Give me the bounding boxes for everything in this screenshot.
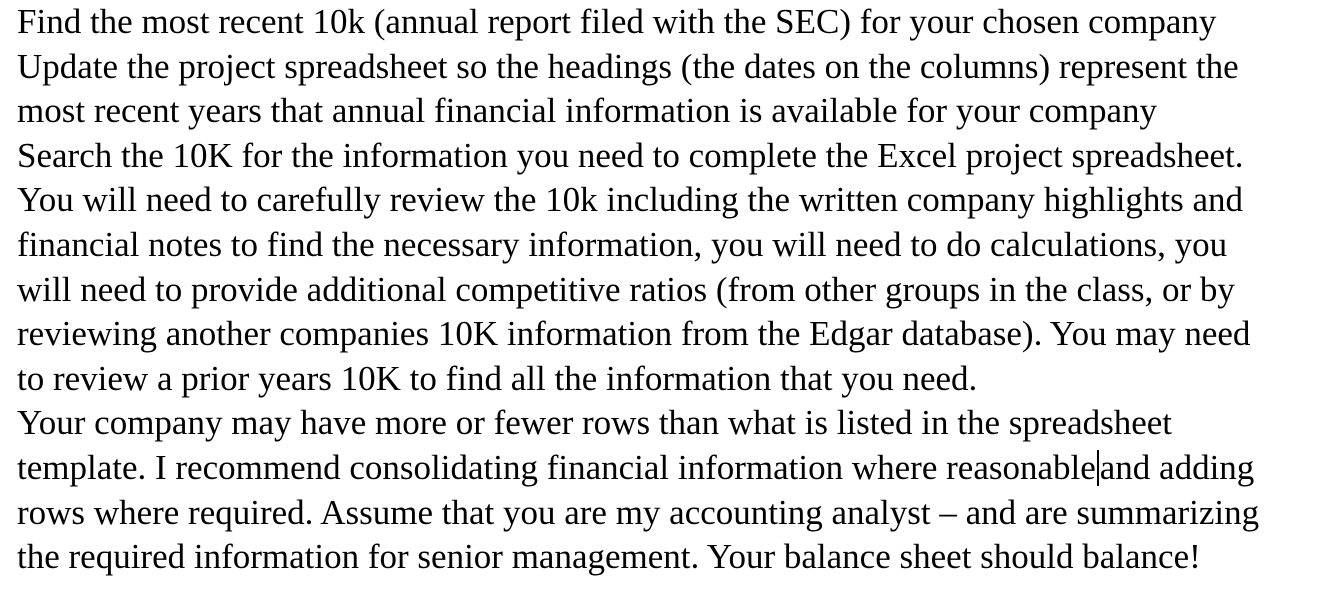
text-line-10: Your company may have more or fewer rows than what is listed in the spreadsheet [17, 403, 1173, 443]
text-line-11-before-cursor: template. I recommend consolidating financial information where reasonable [17, 447, 1096, 487]
text-line-5: You will need to carefully review the 10k including the written company highlights and [17, 180, 1244, 220]
text-line-1: Find the most recent 10k (annual report filed with the SEC) for your chosen company [17, 2, 1217, 41]
text-line-4: Search the 10K for the information you need to complete the Excel project spreadsheet. [17, 135, 1244, 175]
document-body[interactable] [17, 0, 1317, 580]
text-line-3: most recent years that annual financial information is available for your company [17, 91, 1158, 131]
text-line-12: rows where required. Assume that you are my accounting analyst – and are summarizing [17, 492, 1260, 532]
text-line-2: Update the project spreadsheet so the headings (the dates on the columns) represent the [17, 46, 1239, 86]
text-line-8: reviewing another companies 10K information from the Edgar database). You may need [17, 314, 1251, 354]
text-line-11 [17, 446, 1317, 491]
text-line-9: to review a prior years 10K to find all the information that you need. [17, 358, 978, 398]
text-cursor [1097, 450, 1099, 486]
text-line-6: financial notes to find the necessary information, you will need to do calculations, you [17, 224, 1228, 264]
text-line-13: the required information for senior management. Your balance sheet should balance! [17, 537, 1201, 577]
text-line-11-after-cursor: and adding [1099, 447, 1255, 487]
text-line-7: will need to provide additional competitive ratios (from other groups in the class, or by [17, 269, 1235, 309]
